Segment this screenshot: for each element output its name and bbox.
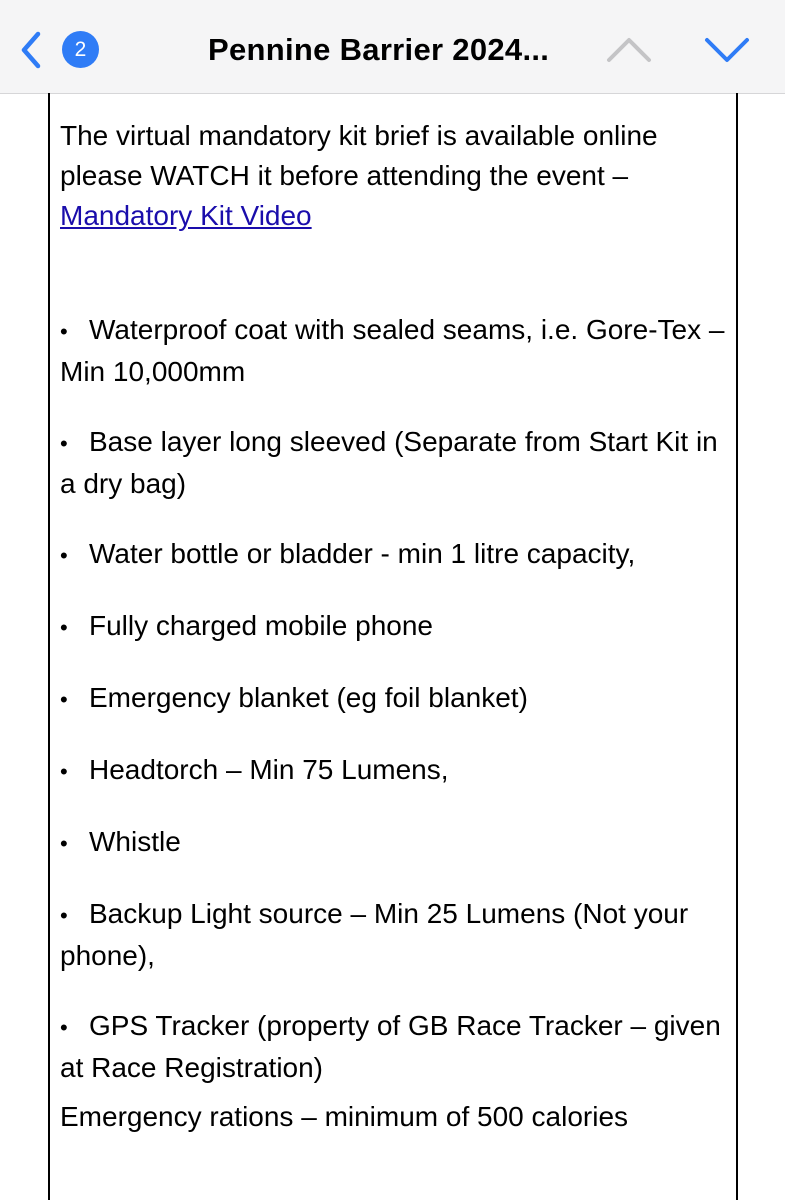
bullet-icon: • [60, 831, 68, 856]
chevron-up-icon [605, 34, 653, 66]
list-item-text: Backup Light source – Min 25 Lumens (Not your phone), [60, 898, 689, 971]
bullet-icon: • [60, 319, 68, 344]
list-item [60, 750, 725, 792]
list-item [60, 678, 725, 720]
mandatory-kit-video-link[interactable]: Mandatory Kit Video [60, 200, 312, 231]
bullet-icon: • [60, 687, 68, 712]
kit-brief-paragraph [60, 116, 725, 236]
list-item-text: Waterproof coat with sealed seams, i.e. Gore-Tex – Min 10,000mm [60, 314, 725, 387]
message-title: Pennine Barrier 2024... [208, 32, 550, 67]
list-item [60, 1006, 725, 1088]
bullet-icon: • [60, 903, 68, 928]
list-item-text: GPS Tracker (property of GB Race Tracker – given at Race Registration) [60, 1010, 721, 1083]
chevron-left-icon [16, 30, 46, 70]
bullet-icon: • [60, 759, 68, 784]
list-item-text: Emergency blanket (eg foil blanket) [89, 682, 528, 713]
bullet-icon: • [60, 431, 68, 456]
kit-brief-text: The virtual mandatory kit brief is available online please WATCH it before attending the event – [60, 120, 658, 191]
list-item-text: Fully charged mobile phone [89, 610, 433, 641]
navigation-bar [0, 0, 785, 94]
bullet-icon: • [60, 615, 68, 640]
list-item-text: Base layer long sleeved (Separate from Start Kit in a dry bag) [60, 426, 718, 499]
previous-message-button[interactable] [605, 34, 653, 66]
mandatory-kit-list [60, 310, 725, 1118]
list-item [60, 606, 725, 648]
back-button[interactable] [16, 30, 46, 70]
unread-count-badge: 2 [62, 31, 99, 68]
email-body [60, 116, 725, 1132]
list-item-text: Water bottle or bladder - min 1 litre capacity, [89, 538, 636, 569]
list-item [60, 822, 725, 864]
emergency-rations-line: Emergency rations – minimum of 500 calories [60, 1101, 629, 1132]
chevron-down-icon [703, 34, 751, 66]
list-item [60, 534, 725, 576]
next-message-button[interactable] [703, 34, 751, 66]
list-item-text: Whistle [89, 826, 181, 857]
bullet-icon: • [60, 543, 68, 568]
list-item [60, 894, 725, 976]
list-item-text: Headtorch – Min 75 Lumens, [89, 754, 449, 785]
bullet-icon: • [60, 1015, 68, 1040]
list-item [60, 310, 725, 392]
list-item [60, 422, 725, 504]
